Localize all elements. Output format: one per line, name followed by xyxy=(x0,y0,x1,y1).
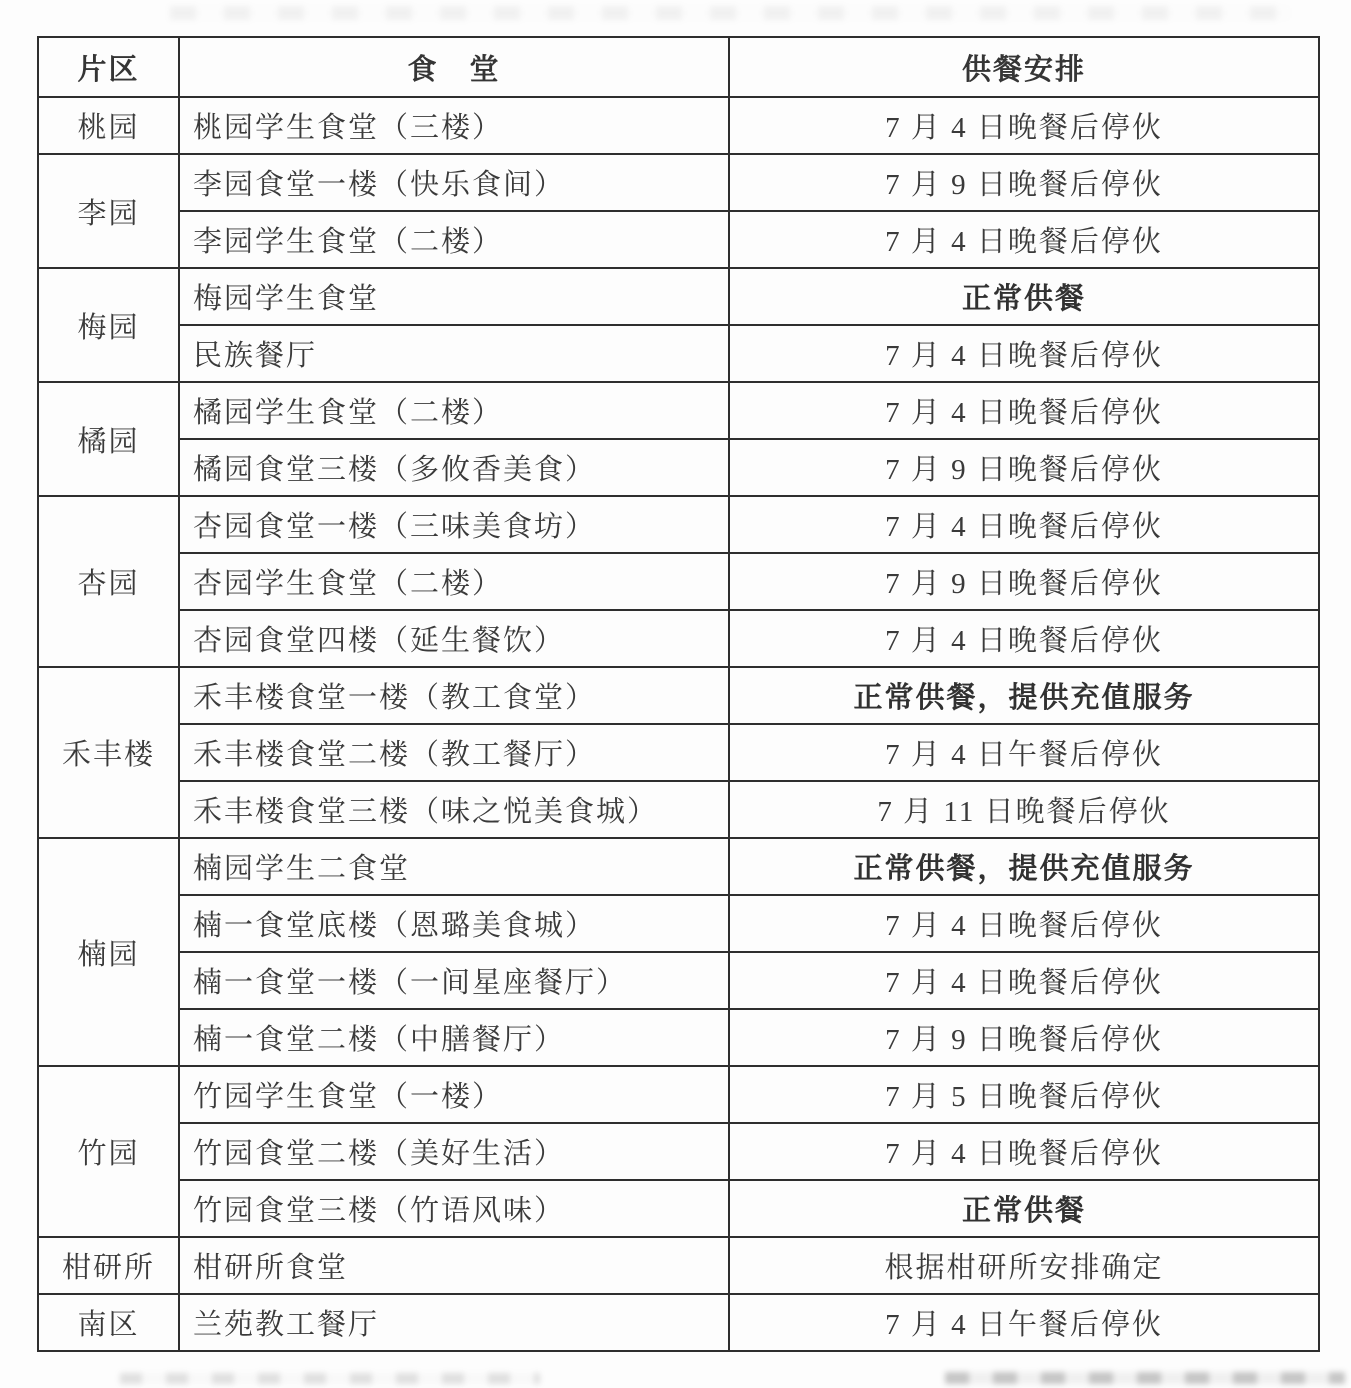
district-cell: 竹园 xyxy=(38,1066,179,1237)
canteen-cell: 楠园学生二食堂 xyxy=(179,838,729,895)
canteen-cell: 楠一食堂底楼（恩璐美食城） xyxy=(179,895,729,952)
district-cell: 禾丰楼 xyxy=(38,667,179,838)
canteen-cell: 竹园学生食堂（一楼） xyxy=(179,1066,729,1123)
table-row xyxy=(38,97,1319,154)
header-canteen: 食 堂 xyxy=(179,37,729,97)
photo-artifact-bottom-left xyxy=(120,1373,540,1384)
district-cell: 李园 xyxy=(38,154,179,268)
district-cell: 柑研所 xyxy=(38,1237,179,1294)
header-district: 片区 xyxy=(38,37,179,97)
schedule-cell: 正常供餐 xyxy=(729,1180,1319,1237)
table-row xyxy=(38,838,1319,895)
table-row xyxy=(38,325,1319,382)
table-row xyxy=(38,895,1319,952)
schedule-cell: 7 月 5 日晚餐后停伙 xyxy=(729,1066,1319,1123)
schedule-cell: 7 月 11 日晚餐后停伙 xyxy=(729,781,1319,838)
district-cell: 楠园 xyxy=(38,838,179,1066)
schedule-cell: 正常供餐，提供充值服务 xyxy=(729,667,1319,724)
canteen-cell: 杏园学生食堂（二楼） xyxy=(179,553,729,610)
table-row xyxy=(38,724,1319,781)
canteen-cell: 禾丰楼食堂二楼（教工餐厅） xyxy=(179,724,729,781)
schedule-cell: 正常供餐，提供充值服务 xyxy=(729,838,1319,895)
table-body xyxy=(38,97,1319,1351)
canteen-cell: 禾丰楼食堂一楼（教工食堂） xyxy=(179,667,729,724)
table-row xyxy=(38,553,1319,610)
table-row xyxy=(38,952,1319,1009)
canteen-cell: 梅园学生食堂 xyxy=(179,268,729,325)
table-row xyxy=(38,1237,1319,1294)
schedule-cell: 7 月 4 日晚餐后停伙 xyxy=(729,97,1319,154)
schedule-cell: 7 月 4 日晚餐后停伙 xyxy=(729,952,1319,1009)
canteen-cell: 竹园食堂二楼（美好生活） xyxy=(179,1123,729,1180)
table-row xyxy=(38,154,1319,211)
schedule-cell: 7 月 9 日晚餐后停伙 xyxy=(729,1009,1319,1066)
schedule-cell: 根据柑研所安排确定 xyxy=(729,1237,1319,1294)
district-cell: 杏园 xyxy=(38,496,179,667)
canteen-cell: 兰苑教工餐厅 xyxy=(179,1294,729,1351)
schedule-cell: 7 月 4 日晚餐后停伙 xyxy=(729,382,1319,439)
schedule-cell: 7 月 4 日晚餐后停伙 xyxy=(729,211,1319,268)
canteen-cell: 杏园食堂一楼（三味美食坊） xyxy=(179,496,729,553)
canteen-cell: 橘园食堂三楼（多攸香美食） xyxy=(179,439,729,496)
table-row xyxy=(38,781,1319,838)
schedule-cell: 7 月 4 日午餐后停伙 xyxy=(729,724,1319,781)
schedule-cell: 7 月 9 日晚餐后停伙 xyxy=(729,553,1319,610)
canteen-cell: 禾丰楼食堂三楼（味之悦美食城） xyxy=(179,781,729,838)
schedule-cell: 7 月 9 日晚餐后停伙 xyxy=(729,154,1319,211)
table-row xyxy=(38,1180,1319,1237)
schedule-cell: 7 月 4 日晚餐后停伙 xyxy=(729,895,1319,952)
district-cell: 橘园 xyxy=(38,382,179,496)
table-row xyxy=(38,268,1319,325)
table-row xyxy=(38,610,1319,667)
table-row xyxy=(38,439,1319,496)
table-row xyxy=(38,1009,1319,1066)
schedule-cell: 7 月 9 日晚餐后停伙 xyxy=(729,439,1319,496)
canteen-cell: 橘园学生食堂（二楼） xyxy=(179,382,729,439)
canteen-cell: 柑研所食堂 xyxy=(179,1237,729,1294)
schedule-cell: 7 月 4 日晚餐后停伙 xyxy=(729,610,1319,667)
schedule-cell: 7 月 4 日晚餐后停伙 xyxy=(729,1123,1319,1180)
canteen-cell: 民族餐厅 xyxy=(179,325,729,382)
canteen-cell: 竹园食堂三楼（竹语风味） xyxy=(179,1180,729,1237)
district-cell: 南区 xyxy=(38,1294,179,1351)
table-row xyxy=(38,1066,1319,1123)
table-row xyxy=(38,1123,1319,1180)
header-schedule: 供餐安排 xyxy=(729,37,1319,97)
schedule-cell: 7 月 4 日晚餐后停伙 xyxy=(729,496,1319,553)
district-cell: 梅园 xyxy=(38,268,179,382)
table-row xyxy=(38,667,1319,724)
table-row xyxy=(38,211,1319,268)
photo-artifact-top xyxy=(170,6,1290,20)
canteen-cell: 杏园食堂四楼（延生餐饮） xyxy=(179,610,729,667)
schedule-cell: 7 月 4 日午餐后停伙 xyxy=(729,1294,1319,1351)
table-row xyxy=(38,1294,1319,1351)
photo-artifact-bottom-right xyxy=(945,1372,1345,1384)
dining-schedule-table xyxy=(37,36,1320,1352)
canteen-cell: 桃园学生食堂（三楼） xyxy=(179,97,729,154)
schedule-cell: 正常供餐 xyxy=(729,268,1319,325)
table-row xyxy=(38,496,1319,553)
district-cell: 桃园 xyxy=(38,97,179,154)
canteen-cell: 李园食堂一楼（快乐食间） xyxy=(179,154,729,211)
canteen-cell: 楠一食堂一楼（一间星座餐厅） xyxy=(179,952,729,1009)
schedule-cell: 7 月 4 日晚餐后停伙 xyxy=(729,325,1319,382)
header-row xyxy=(38,37,1319,97)
canteen-cell: 楠一食堂二楼（中膳餐厅） xyxy=(179,1009,729,1066)
canteen-cell: 李园学生食堂（二楼） xyxy=(179,211,729,268)
table-row xyxy=(38,382,1319,439)
